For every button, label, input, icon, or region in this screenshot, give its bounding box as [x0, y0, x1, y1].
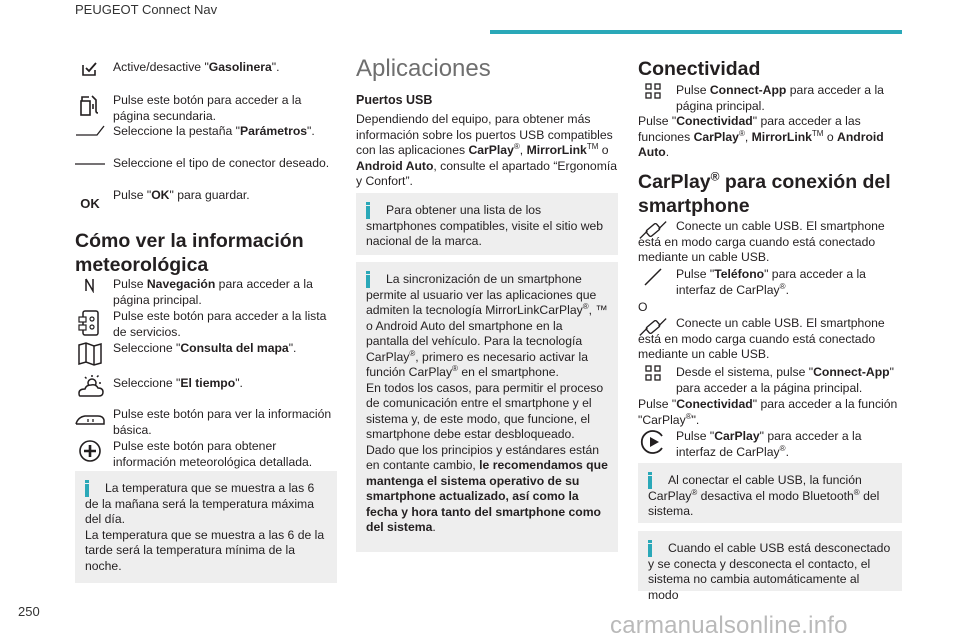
map-icon — [75, 341, 105, 371]
info-bar-icon — [648, 476, 652, 489]
heading-applications: Aplicaciones — [356, 55, 491, 82]
note-compatible-phones: Para obtener una lista de los smartphones compatibles, visite el sitio web nacional de la marca. — [356, 193, 618, 255]
weather-icon — [75, 374, 105, 404]
heading-carplay: CarPlay® para conexión del smartphone — [638, 169, 891, 217]
watermark: carmanualsonline.info — [610, 612, 848, 639]
paragraph-connectivity: Pulse "Conectividad" para acceder a las funciones CarPlay®, MirrorLink™ o Android Auto. — [638, 114, 884, 159]
heading-weather: Cómo ver la información meteorológica — [75, 230, 304, 276]
line-icon — [75, 156, 105, 172]
page-header-title: PEUGEOT Connect Nav — [75, 2, 218, 17]
note-synchronization: La sincronización de un smartphone permite al usuario ver las aplicaciones que admiten la tecnología MirrorLinkCarPlay®, ™ o Android Auto del smartphone en la pantalla del vehículo. Para la tecnología CarPlay®, primero es necesario activar la función CarPlay® en el smartphone. En todos los casos, para permitir el proceso de comunicación entre el smartphone y el sistema y, de este modo, que funcione, el smartphone debe estar desbloqueado. Dado que los principios y estándares están en contante cambio, le recomendamos que mantenga el sistema operativo de su smartphone actualizado, así como la fecha y hora tanto del smartphone como del sistema. — [356, 262, 618, 552]
note-temperature: La temperatura que se muestra a las 6 de la mañana será la temperatura máxima del día. La temperatura que se muestra a las 6 de la tarde será la temperatura mínima de la noche. — [75, 471, 337, 583]
fuel-pump-icon — [75, 93, 105, 123]
header-rule — [490, 30, 902, 34]
subheading-usb-ports: Puertos USB — [356, 93, 433, 107]
page-number: 250 — [18, 604, 40, 619]
info-bar-icon — [648, 544, 652, 557]
or-separator: O — [638, 300, 648, 314]
plus-icon — [75, 439, 105, 469]
paragraph-usb: Dependiendo del equipo, para obtener más información sobre los puertos USB compatibles con las aplicaciones CarPlay®, MirrorLink™ o Android Auto, consulte el apartado “Ergonomía y Confort”. — [356, 112, 618, 188]
tab-icon — [75, 124, 105, 154]
paragraph-carplay-function: Pulse "Conectividad" para acceder a la función "CarPlay®". — [638, 397, 898, 427]
checkbox-icon — [75, 60, 105, 90]
info-icon — [75, 407, 105, 437]
info-bar-icon — [366, 275, 370, 288]
phone-icon — [638, 267, 668, 297]
note-usb-bluetooth: Al conectar el cable USB, la función CarPlay® desactiva el modo Bluetooth® del sistema. — [638, 463, 902, 523]
apps-grid-icon — [638, 365, 668, 395]
apps-grid-icon — [638, 83, 668, 113]
note-usb-disconnected: Cuando el cable USB está desconectado y se conecta y desconecta el contacto, el sistema no cambia automáticamente al modo — [638, 531, 902, 591]
info-bar-icon — [366, 206, 370, 219]
info-bar-icon — [85, 484, 89, 497]
services-icon — [75, 309, 105, 339]
navigation-icon — [75, 277, 105, 307]
heading-connectivity: Conectividad — [638, 58, 761, 80]
ok-icon: OK — [80, 196, 100, 211]
carplay-play-icon — [638, 429, 668, 459]
